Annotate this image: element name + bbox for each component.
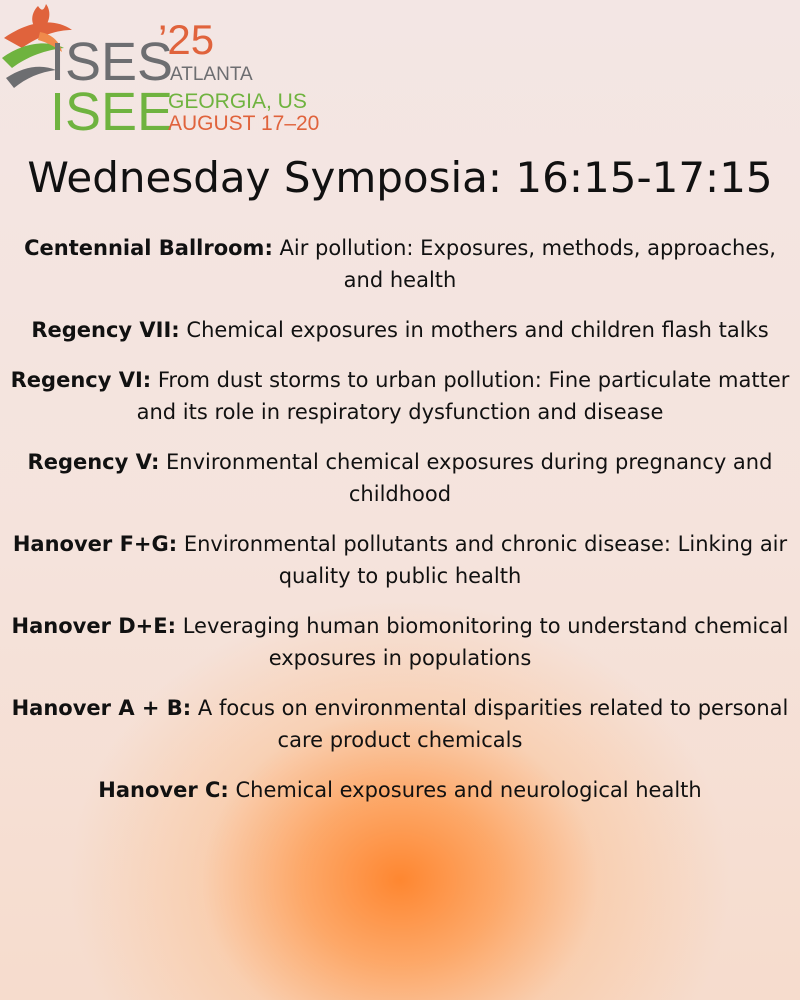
logo-year: ’25	[158, 16, 215, 63]
session-item	[6, 774, 794, 806]
session-room: Hanover C:	[98, 778, 229, 802]
logo-word-ises: ISES	[50, 32, 174, 92]
session-item	[6, 364, 794, 428]
session-topic: From dust storms to urban pollution: Fine particulate matter and its role in respiratory dysfunction and disease	[136, 368, 790, 424]
session-room: Hanover D+E:	[11, 614, 177, 638]
logo-word-isee: ISEE	[50, 82, 174, 140]
session-room: Hanover A + B:	[11, 696, 192, 720]
session-room: Regency VII:	[31, 318, 180, 342]
logo-state: GEORGIA, US	[168, 90, 307, 113]
session-item	[6, 232, 794, 296]
session-topic: Environmental pollutants and chronic disease: Linking air quality to public health	[183, 532, 788, 588]
conference-logo	[0, 0, 320, 140]
session-room: Regency VI:	[10, 368, 152, 392]
session-item	[6, 446, 794, 510]
session-item	[6, 692, 794, 756]
session-topic: Environmental chemical exposures during pregnancy and childhood	[166, 450, 773, 506]
session-item	[6, 528, 794, 592]
session-topic: Leveraging human biomonitoring to understand chemical exposures in populations	[182, 614, 789, 670]
session-item	[6, 610, 794, 674]
session-room: Hanover F+G:	[12, 532, 178, 556]
sessions-list	[0, 232, 800, 824]
session-topic: A focus on environmental disparities related to personal care product chemicals	[197, 696, 789, 752]
session-room: Centennial Ballroom:	[24, 236, 273, 260]
session-topic: Air pollution: Exposures, methods, approaches, and health	[279, 236, 776, 292]
session-room: Regency V:	[27, 450, 160, 474]
session-topic: Chemical exposures in mothers and children flash talks	[186, 318, 769, 342]
session-item	[6, 314, 794, 346]
page-title: Wednesday Symposia: 16:15-17:15	[27, 153, 773, 202]
logo-city: ATLANTA	[170, 64, 253, 85]
session-topic: Chemical exposures and neurological health	[235, 778, 702, 802]
logo-dates: AUGUST 17–20	[168, 112, 320, 135]
